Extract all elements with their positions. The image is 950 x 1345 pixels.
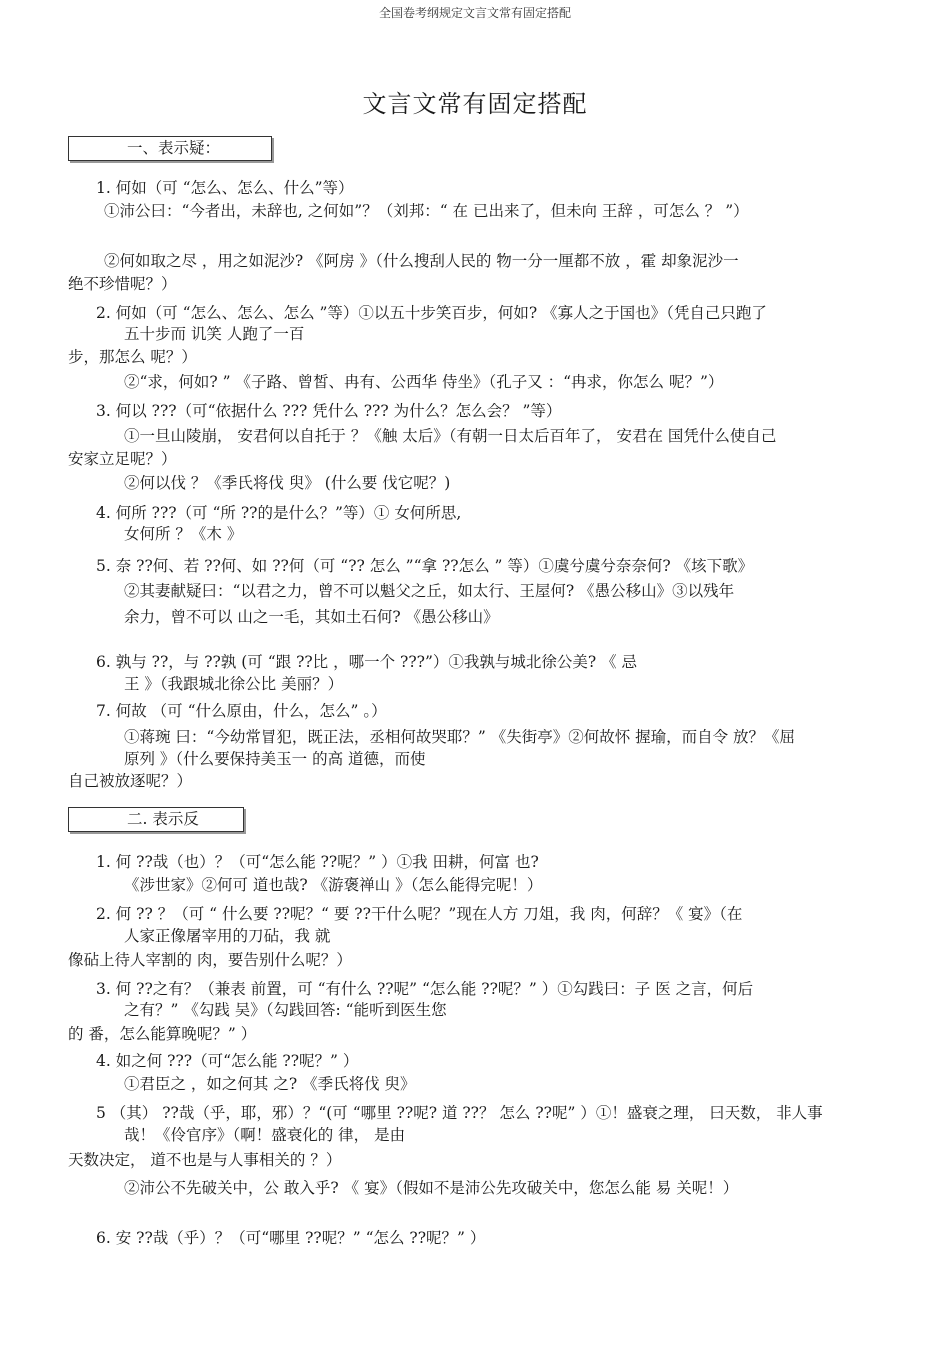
text-line: 安家立足呢？） xyxy=(68,450,177,468)
text-line: 3. 何以 ???（可“依据什么 ??? 凭什么 ??? 为什么？怎么会？ ”等） xyxy=(96,402,562,420)
text-line: ②沛公不先破关中，公 敢入乎? 《 宴》（假如不是沛公先攻破关中，您怎么能 易 关呢！） xyxy=(124,1179,739,1197)
text-line: 之有？” 《勾践 吴》（勾践回答: “能听到医生您 xyxy=(124,1001,447,1019)
page-title: 文言文常有固定搭配 xyxy=(362,90,588,118)
text-line: ①蒋琬 曰：“今幼常冒犯，既正法，丞相何故哭耶？” 《失街亭》②何故怀 握瑜，而自令 放？《屈 xyxy=(124,728,796,746)
section-heading-rhetorical xyxy=(68,807,244,832)
text-line: 步，那怎么 呢？） xyxy=(68,348,197,366)
text-line: 原列 》（什么要保持美玉一 的高 道德，而使 xyxy=(124,750,426,768)
text-line: ①沛公曰：“今者出，未辞也, 之何如”？（刘邦：“ 在 已出来了，但未向 王辞 ，可怎么 ？ ”） xyxy=(104,202,749,220)
text-line: 《涉世家》②何可 道也哉? 《游褒禅山 》（怎么能得完呢！） xyxy=(124,876,543,894)
text-line: 1. 何 ??哉（也）？（可“怎么能 ??呢？” ）①我 田耕，何富 也? xyxy=(96,853,539,871)
text-line: 5. 奈 ??何、若 ??何、如 ??何（可 “?? 怎么 ”“拿 ??怎么 ” 等）①虞兮虞兮奈奈何? 《垓下歌》 xyxy=(96,557,754,575)
text-line: 五十步而 讥笑 人跑了一百 xyxy=(124,325,305,343)
text-line: 4. 何所 ???（可 “所 ??的是什么？”等）① 女何所思, xyxy=(96,504,462,522)
section-label: 一、表示疑： xyxy=(127,139,221,157)
running-header: 全国卷考纲规定文言文常有固定搭配 xyxy=(378,6,571,20)
text-line: 女何所 ？《木 》 xyxy=(124,525,243,543)
text-line: 哉！《伶官序》（啊！盛衰化的 律， 是由 xyxy=(124,1126,406,1144)
text-line: 3. 何 ??之有？（兼表 前置，可 “有什么 ??呢” “怎么能 ??呢？” ）①勾践曰：子 医 之言，何后 xyxy=(96,980,754,998)
text-line: ②“求，何如? ” 《子路、曾皙、冉有、公西华 侍坐》（孔子又 ：“冉求，你怎么 呢？”） xyxy=(124,373,724,391)
text-line: 的 番，怎么能算晚呢？” ） xyxy=(68,1025,257,1043)
text-line: 自己被放逐呢？） xyxy=(68,772,193,790)
text-line: 6. 孰与 ??，与 ??孰 (可 “跟 ??比 ，哪一个 ???”）①我孰与城北徐公美? 《 忌 xyxy=(96,653,638,671)
text-line: 2. 何如（可 “怎么、怎么、怎么 ”等）①以五十步笑百步，何如? 《寡人之于国也》（凭自己只跑了 xyxy=(96,304,767,322)
text-line: 绝不珍惜呢？） xyxy=(68,275,177,293)
text-line: ②何如取之尽 ，用之如泥沙? 《阿房 》（什么搜刮人民的 物一分一厘都不放 ，霍 却象泥沙一 xyxy=(104,252,739,270)
text-line: 人家正像屠宰用的刀砧，我 就 xyxy=(124,927,331,945)
text-line: 5 （其） ??哉（乎，耶，邪）？“(可 “哪里 ??呢? 道 ??？ 怎么 ??呢” ）①！盛衰之理， 曰天数， 非人事 xyxy=(96,1104,823,1122)
text-line: 6. 安 ??哉（乎）？（可“哪里 ??呢？” “怎么 ??呢？” ） xyxy=(96,1229,486,1247)
section-heading-question xyxy=(68,136,272,161)
text-line: 天数决定， 道不也是与人事相关的 ？） xyxy=(68,1151,342,1169)
text-line: 2. 何 ?? ？（可 “ 什么要 ??呢？“ 要 ??干什么呢？”现在人方 刀俎，我 肉，何辞？《 宴》（在 xyxy=(96,905,743,923)
text-line: 1. 何如（可 “怎么、怎么、什么”等） xyxy=(96,179,354,197)
text-line: ②其妻献疑曰：“以君之力，曾不可以魁父之丘，如太行、王屋何? 《愚公移山》③以残年 xyxy=(124,582,735,600)
text-line: 余力，曾不可以 山之一毛，其如土石何? 《愚公移山》 xyxy=(124,608,499,626)
text-line: 王 》（我跟城北徐公比 美丽？） xyxy=(124,675,344,693)
section-label: 二. 表示反 xyxy=(127,810,199,828)
text-line: 像砧上待人宰割的 肉，要告别什么呢？） xyxy=(68,951,352,969)
text-line: 7. 何故 （可 “什么原由，什么，怎么” 。） xyxy=(96,702,387,720)
text-line: 4. 如之何 ???（可“怎么能 ??呢？” ） xyxy=(96,1052,359,1070)
text-line: ②何以伐 ？《季氏将伐 臾》 (什么要 伐它呢？) xyxy=(124,474,451,492)
text-line: ①君臣之 ，如之何其 之? 《季氏将伐 臾》 xyxy=(124,1075,416,1093)
text-line: ①一旦山陵崩， 安君何以自托于 ？《触 太后》（有朝一日太后百年了， 安君在 国凭什么使自己 xyxy=(124,427,777,445)
